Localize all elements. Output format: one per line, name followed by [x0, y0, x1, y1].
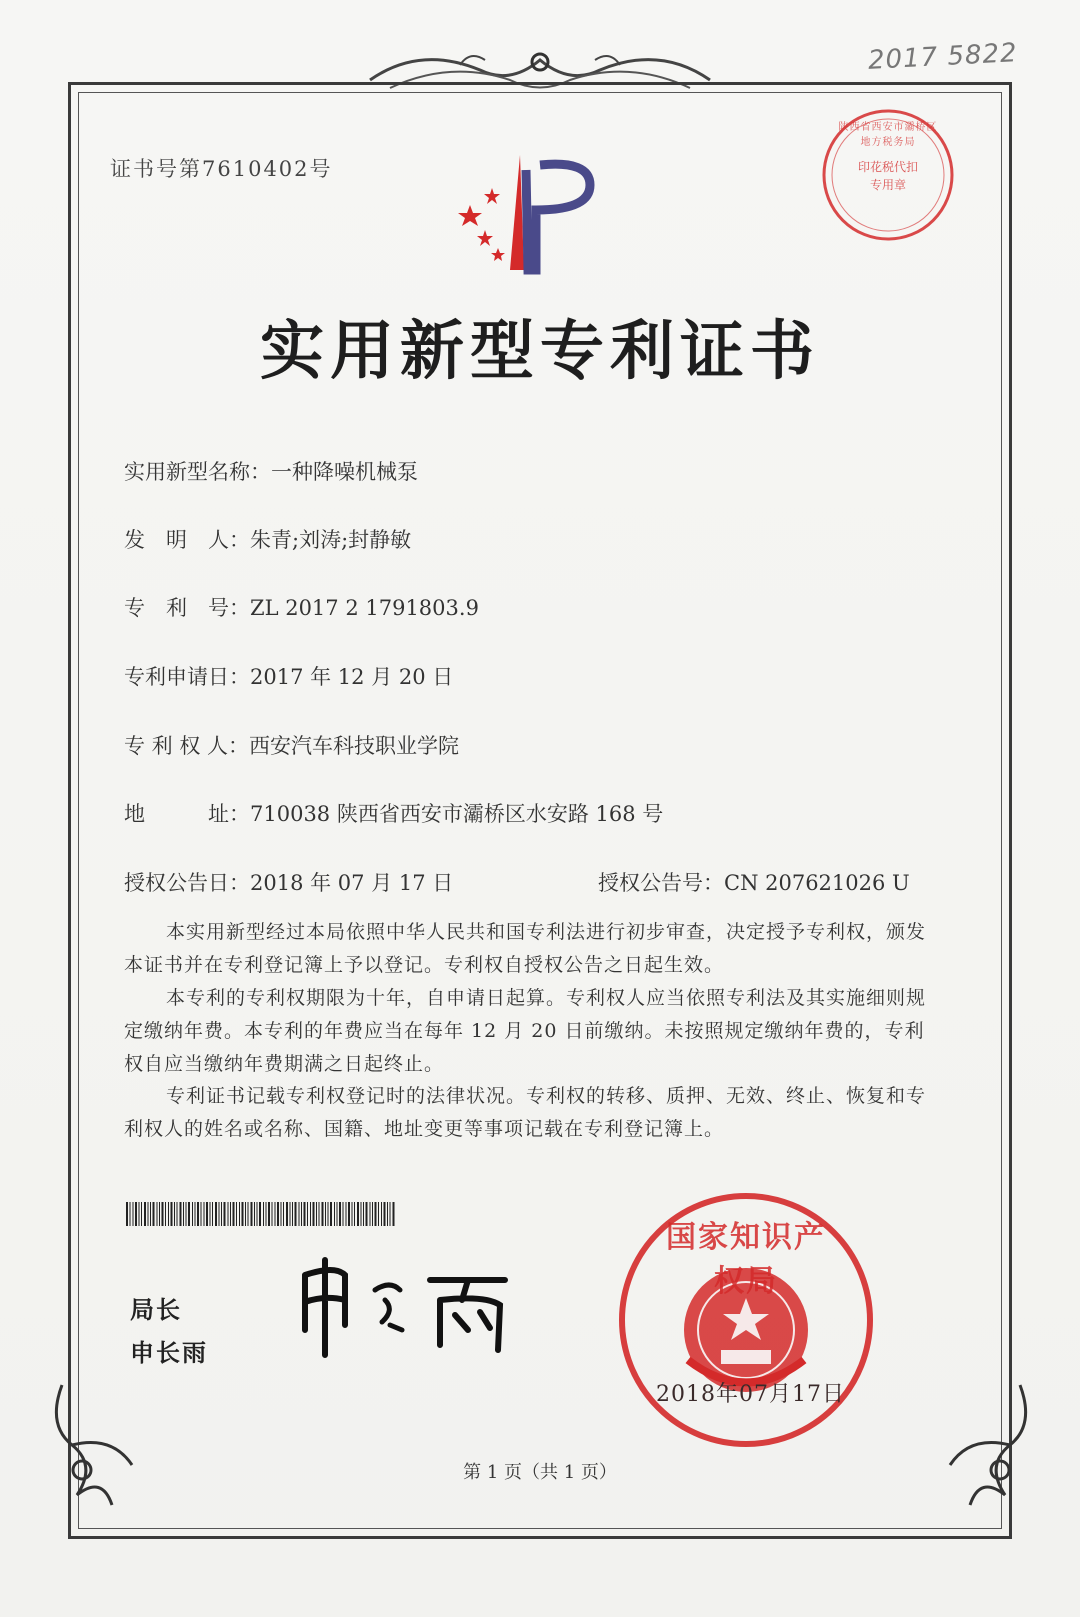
field-label: 专利申请日： [124, 665, 250, 689]
field-label: 地 址： [124, 802, 250, 826]
cnipa-emblem-logo [440, 150, 610, 280]
paragraph-3: 专利证书记载专利权登记时的法律状况。专利权的转移、质押、无效、终止、恢复和专利权人的姓名或名称、国籍、地址变更等事项记载在专利登记簿上。 [124, 1085, 927, 1140]
director-signature [290, 1250, 540, 1360]
grant-number: CN 207621026 U [724, 871, 910, 895]
certificate-number: 证书号第7610402号 [110, 157, 333, 181]
field-grant-no-row [598, 867, 910, 897]
paragraph-2: 本专利的专利权期限为十年，自申请日起算。专利权人应当依照专利法及其实施细则规定缴纳年费。本专利的年费应当在每年 12 月 20 日前缴纳。未按照规定缴纳年费的，专利权自应当缴纳年费期满之日起终止。 [124, 987, 927, 1075]
patentee: 西安汽车科技职业学院 [249, 734, 460, 758]
director-name: 申长雨 [130, 1338, 208, 1367]
filing-date: 2017 年 12 月 20 日 [250, 665, 454, 689]
field-label: 专 利 权 人： [124, 734, 250, 758]
grant-date: 2018 年 07 月 17 日 [250, 871, 454, 895]
field-patent-no-row [124, 592, 479, 622]
field-address-row [124, 798, 663, 828]
tax-stamp-ring-text: 陕西省西安市灞桥区地方税务局 [838, 122, 938, 148]
patent-number: ZL 2017 2 1791803.9 [250, 596, 479, 620]
field-patentee-row [124, 730, 459, 760]
paragraph-1: 本实用新型经过本局依照中华人民共和国专利法进行初步审查，决定授予专利权，颁发本证书并在专利登记簿上予以登记。专利权自授权公告之日起生效。 [124, 921, 927, 976]
field-inventors-row [124, 524, 411, 554]
field-label: 实用新型名称： [124, 460, 271, 484]
field-label: 专 利 号： [124, 596, 250, 620]
field-label: 授权公告日： [124, 871, 250, 895]
address: 710038 陕西省西安市灞桥区水安路 168 号 [250, 802, 664, 826]
bottom-right-ornament [930, 1375, 1040, 1515]
director-title: 局长 [130, 1295, 182, 1324]
handwritten-note: 2017 5822 [867, 38, 1019, 76]
inventors: 朱青;刘涛;封静敏 [250, 528, 412, 552]
field-name-row [124, 456, 418, 486]
tax-stamp-text: 印花税代扣专用章 [858, 160, 919, 192]
utility-model-name: 一种降噪机械泵 [271, 460, 418, 484]
bottom-left-ornament [42, 1375, 152, 1515]
page-number: 第 1 页（共 1 页） [463, 1462, 617, 1483]
field-grant-date-row [124, 867, 453, 897]
field-label: 发 明 人： [124, 528, 250, 552]
seal-date: 2018年07月17日 [656, 1382, 845, 1407]
seal-ring-text: 国家知识产权局 [666, 1220, 826, 1299]
field-filing-date-row [124, 661, 453, 691]
certificate-title: 实用新型专利证书 [260, 314, 820, 389]
barcode [126, 1202, 398, 1226]
field-label: 授权公告号： [598, 871, 724, 895]
